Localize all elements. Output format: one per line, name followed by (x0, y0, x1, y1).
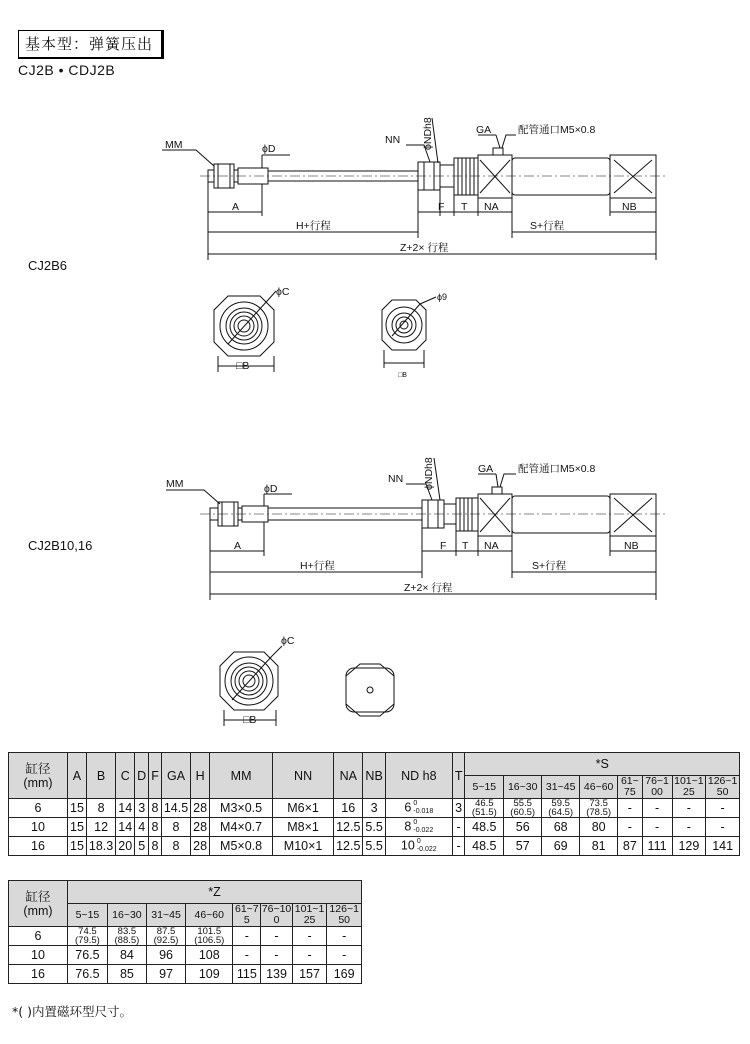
range-header: 5~15 (465, 776, 504, 799)
label-f: F (438, 201, 445, 213)
label-t: T (462, 540, 469, 552)
nd-tol-lower: -0.018 (413, 808, 434, 815)
cell-b: 8 (86, 799, 115, 818)
nd-tol-upper: 0 (413, 800, 418, 807)
range-header: 61~75 (618, 776, 642, 799)
nd-tol-upper: 0 (413, 819, 418, 826)
range-header: 76~100 (261, 903, 292, 926)
cell-z: - (292, 946, 327, 965)
dimension-table-s (8, 752, 740, 856)
cell-s: 73.5 (78.5) (580, 799, 618, 818)
dimension-table-z (8, 880, 362, 984)
cell-z: 169 (327, 965, 362, 984)
cell-f: 8 (149, 799, 162, 818)
nd-tol-lower: -0.022 (416, 846, 437, 853)
bore-header-text: 缸径 (mm) (23, 761, 53, 790)
label-nn: NN (385, 134, 401, 146)
range-header: 126~150 (327, 904, 362, 927)
cell-z: 115 (233, 965, 261, 984)
cell-z: 76.5 (68, 946, 108, 965)
cell-nb: 5.5 (363, 818, 385, 837)
bore-cell: 10 (9, 946, 68, 965)
nd-value: 8 (404, 819, 412, 834)
cell-nd (385, 818, 452, 837)
cell-na: 16 (334, 799, 363, 818)
bore-header (9, 753, 68, 799)
bore-cell: 16 (9, 837, 68, 856)
cell-ga: 8 (161, 837, 190, 856)
cell-d: 3 (135, 799, 149, 818)
cell-f: 8 (149, 837, 162, 856)
cell-z: 83.5 (88.5) (107, 927, 146, 946)
cell-z: - (327, 946, 362, 965)
col-header: T (452, 753, 465, 799)
col-header: D (135, 753, 149, 799)
cell-z: 101.5 (106.5) (186, 927, 233, 946)
cell-s: 69 (542, 837, 580, 856)
col-header: MM (210, 753, 273, 799)
footnote: *( )内置磁环型尺寸。 (12, 1004, 132, 1019)
cell-h: 28 (191, 818, 210, 837)
cell-s: 129 (672, 837, 706, 856)
cell-na: 12.5 (334, 818, 363, 837)
label-phid: ϕD (262, 143, 276, 155)
cell-t: - (452, 818, 465, 837)
nd-tolerance (413, 819, 433, 835)
label-square-b: □B (243, 714, 257, 726)
cell-d: 4 (135, 818, 149, 837)
label-nb: NB (622, 201, 637, 213)
cylinder-drawing-cj2b10-16 (0, 420, 750, 750)
label-mm: MM (166, 478, 184, 490)
cell-s: - (706, 818, 740, 837)
cell-z: 109 (186, 965, 233, 984)
col-header: F (149, 753, 162, 799)
range-header: 126~150 (706, 776, 740, 799)
label-port: 配管通口M5×0.8 (518, 463, 596, 475)
label-a: A (232, 201, 240, 213)
cell-mm: M4×0.7 (210, 818, 273, 837)
col-header: C (116, 753, 135, 799)
label-nb: NB (624, 540, 639, 552)
col-header: ND h8 (385, 753, 452, 799)
bore-cell: 10 (9, 818, 68, 837)
label-port: 配管通口M5×0.8 (518, 124, 596, 136)
table-row (9, 818, 740, 837)
label-phind: ϕNDh8 (422, 117, 434, 150)
cell-z: - (233, 927, 261, 946)
label-h-stroke: H+行程 (300, 560, 335, 572)
cell-s: 80 (580, 818, 618, 837)
cell-z: 96 (146, 946, 185, 965)
label-ga: GA (478, 463, 494, 475)
range-header: 61~75 (233, 904, 261, 927)
range-header: 16~30 (504, 776, 542, 799)
cell-mm: M5×0.8 (210, 837, 273, 856)
label-square-b: □B (236, 360, 250, 372)
table-row (9, 837, 740, 856)
label-na: NA (484, 540, 499, 552)
cell-h: 28 (191, 799, 210, 818)
nd-tolerance (417, 838, 437, 854)
variant-label-cj2b10-16: CJ2B10,16 (28, 538, 93, 553)
cell-s: - (642, 799, 672, 818)
cell-c: 20 (116, 837, 135, 856)
label-phind: ϕNDh8 (423, 457, 435, 490)
col-header: NN (273, 753, 334, 799)
variant-label-cj2b6: CJ2B6 (28, 258, 68, 273)
cell-nb: 3 (363, 799, 385, 818)
range-header: 31~45 (146, 904, 185, 927)
label-phi9: ϕ9 (437, 292, 448, 302)
cell-s: 55.5 (60.5) (504, 799, 542, 818)
range-header: 46~60 (186, 904, 233, 927)
cell-ga: 14.5 (161, 799, 190, 818)
cell-a: 15 (68, 818, 87, 837)
cell-s: 48.5 (465, 818, 504, 837)
label-z-stroke: Z+2× 行程 (400, 242, 449, 254)
cell-s: 141 (706, 837, 740, 856)
nd-tolerance (413, 800, 433, 816)
cell-z: - (261, 946, 292, 965)
label-square-b-small: □B (398, 372, 407, 379)
range-header: 46~60 (580, 776, 618, 799)
range-header: 16~30 (107, 904, 146, 927)
cell-s: - (672, 799, 706, 818)
label-na: NA (484, 201, 499, 213)
cell-nn: M8×1 (273, 818, 334, 837)
cell-z: 139 (261, 965, 292, 984)
cell-z: 97 (146, 965, 185, 984)
cell-nd (385, 837, 452, 856)
cell-c: 14 (116, 799, 135, 818)
bore-cell: 16 (9, 965, 68, 984)
cell-s: - (642, 818, 672, 837)
range-header: 31~45 (542, 776, 580, 799)
range-header: 101~125 (672, 776, 706, 799)
label-phic: ϕC (281, 635, 295, 647)
cylinder-drawing-cj2b6 (0, 0, 750, 400)
s-group-header: *S (465, 753, 740, 776)
cell-z: 74.5 (79.5) (68, 927, 108, 946)
cell-s: 87 (618, 837, 642, 856)
table-row (9, 965, 362, 984)
cell-h: 28 (191, 837, 210, 856)
cell-s: 68 (542, 818, 580, 837)
range-header: 76~100 (642, 776, 672, 799)
cell-b: 18.3 (86, 837, 115, 856)
cell-s: 46.5 (51.5) (465, 799, 504, 818)
nd-tol-lower: -0.022 (413, 827, 434, 834)
cell-a: 15 (68, 837, 87, 856)
cell-s: - (618, 799, 642, 818)
col-header: NA (334, 753, 363, 799)
col-header: B (86, 753, 115, 799)
col-header: NB (363, 753, 385, 799)
bore-header-text: 缸径 (mm) (23, 889, 53, 918)
cell-s: 57 (504, 837, 542, 856)
label-ga: GA (476, 124, 492, 136)
cell-z: - (292, 927, 327, 946)
label-f: F (440, 540, 447, 552)
nd-tol-upper: 0 (416, 838, 421, 845)
z-group-header: *Z (68, 881, 362, 904)
cell-z: 76.5 (68, 965, 108, 984)
cell-s: 48.5 (465, 837, 504, 856)
page-title: 基本型：弹簧压出 (18, 30, 164, 59)
cell-mm: M3×0.5 (210, 799, 273, 818)
cell-z: - (261, 927, 292, 946)
col-header: A (68, 753, 87, 799)
cell-s: 81 (580, 837, 618, 856)
cell-z: - (233, 946, 261, 965)
label-s-stroke: S+行程 (530, 220, 565, 232)
table-row (9, 946, 362, 965)
cell-d: 5 (135, 837, 149, 856)
label-mm: MM (165, 139, 183, 151)
cell-s: 56 (504, 818, 542, 837)
label-t: T (461, 201, 468, 213)
cell-s: - (706, 799, 740, 818)
cell-z: 85 (107, 965, 146, 984)
cell-nb: 5.5 (363, 837, 385, 856)
bore-header (9, 881, 68, 927)
nd-value: 6 (404, 800, 412, 815)
cell-c: 14 (116, 818, 135, 837)
cell-a: 15 (68, 799, 87, 818)
cell-s: - (618, 818, 642, 837)
label-phid: ϕD (264, 483, 278, 495)
range-header: 5~15 (68, 904, 108, 927)
cell-s: 59.5 (64.5) (542, 799, 580, 818)
label-nn: NN (388, 473, 404, 485)
cell-z: 84 (107, 946, 146, 965)
cell-na: 12.5 (334, 837, 363, 856)
label-h-stroke: H+行程 (296, 220, 331, 232)
cell-z: 157 (292, 965, 327, 984)
range-header: 101~125 (292, 904, 327, 927)
cell-t: - (452, 837, 465, 856)
cell-nn: M6×1 (273, 799, 334, 818)
col-header: GA (161, 753, 190, 799)
cell-nd (385, 799, 452, 818)
cell-b: 12 (86, 818, 115, 837)
bore-cell: 6 (9, 927, 68, 946)
cell-z: 87.5 (92.5) (146, 927, 185, 946)
table-row (9, 799, 740, 818)
table-row (9, 927, 362, 946)
cell-ga: 8 (161, 818, 190, 837)
cell-s: - (672, 818, 706, 837)
cell-f: 8 (149, 818, 162, 837)
model-codes: CJ2B • CDJ2B (18, 62, 116, 78)
label-a: A (234, 540, 242, 552)
cell-nn: M10×1 (273, 837, 334, 856)
cell-t: 3 (452, 799, 465, 818)
label-z-stroke: Z+2× 行程 (404, 582, 453, 594)
cell-z: 108 (186, 946, 233, 965)
col-header: H (191, 753, 210, 799)
cell-s: 111 (642, 837, 672, 856)
label-phic: ϕC (276, 286, 290, 298)
label-s-stroke: S+行程 (532, 560, 567, 572)
bore-cell: 6 (9, 799, 68, 818)
nd-value: 10 (400, 838, 415, 853)
cell-z: - (327, 927, 362, 946)
